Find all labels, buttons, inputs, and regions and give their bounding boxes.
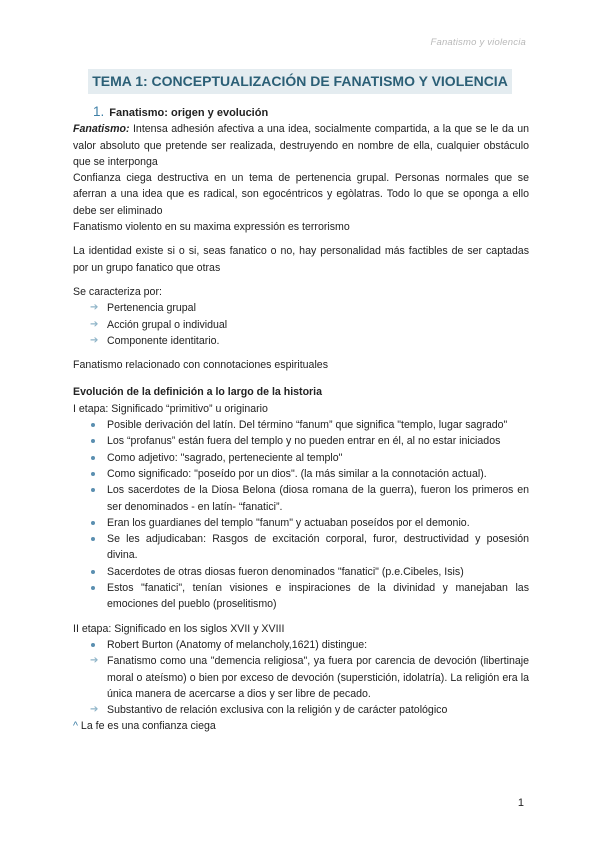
stage2-label: II etapa: Significado en los siglos XVII y XVIII xyxy=(73,622,285,635)
section-number: 1. xyxy=(93,104,105,119)
footnote xyxy=(73,718,529,734)
bullet-icon xyxy=(91,521,95,525)
bullet-icon xyxy=(91,586,95,590)
bullet-icon xyxy=(91,488,95,492)
violent-paragraph: Fanatismo violento en su maxima expressión es terrorismo xyxy=(73,221,350,234)
arrow-icon: ➔ xyxy=(90,302,99,314)
arrow-icon: ➔ xyxy=(90,318,99,330)
identity-paragraph: La identidad existe si o si, seas fanatico o no, hay personalidad más factibles de ser captadas por un grupo fanatico que otras xyxy=(73,245,529,274)
footnote-mark: ^ xyxy=(73,720,78,733)
bullet-icon xyxy=(91,537,95,541)
list-item: Como significado: "poseído por un dios". (la más similar a la connotación actual). xyxy=(73,466,529,482)
list-item: Sacerdotes de otras diosas fueron denominados "fanatici" (p.e.Cibeles, Isis) xyxy=(73,564,529,580)
page-title: TEMA 1: CONCEPTUALIZACIÓN DE FANATISMO Y VIOLENCIA xyxy=(92,73,508,89)
trust-paragraph: Confianza ciega destructiva en un tema de pertenencia grupal. Personas normales que se aferran a una idea que es radical, son egocéntricos y egòlatras. Todo lo que se oponga a ello debe ser eliminado xyxy=(73,172,529,217)
list-item: ➔ Substantivo de relación exclusiva con la religión y de carácter patológico xyxy=(73,702,529,718)
list-item: ➔ Componente identitario. xyxy=(73,333,529,349)
section-heading xyxy=(93,104,529,121)
list-item: ➔ Acción grupal o individual xyxy=(73,317,529,333)
body-content xyxy=(73,104,529,735)
footnote-text: La fe es una confianza ciega xyxy=(77,720,216,733)
bullet-icon xyxy=(91,570,95,574)
section-title: Fanatismo: origen y evolución xyxy=(109,107,269,119)
arrow-icon: ➔ xyxy=(90,704,99,716)
list-item: Los “profanus” están fuera del templo y no pueden entrar en él, al no estar iniciados xyxy=(73,433,529,449)
stage1-list xyxy=(73,417,529,613)
running-header: Fanatismo y violencia xyxy=(430,37,526,48)
bullet-icon xyxy=(91,423,95,427)
characterized-list xyxy=(73,300,529,349)
stage2-list xyxy=(73,637,529,718)
list-item: ➔ Pertenencia grupal xyxy=(73,300,529,316)
definition-text: Intensa adhesión afectiva a una idea, socialmente compartida, a la que se le da un valor absoluto que pretende ser realizada, destruyendo en nombre de ella, cualquier obstáculo que se interponga xyxy=(73,123,529,168)
characterized-intro: Se caracteriza por: xyxy=(73,285,162,298)
list-item: Se les adjudicaban: Rasgos de excitación corporal, furor, destructividad y posesión divina. xyxy=(73,531,529,564)
definition-paragraph xyxy=(73,121,529,170)
page-number: 1 xyxy=(517,797,524,809)
spiritual-paragraph: Fanatismo relacionado con connotaciones espirituales xyxy=(73,359,328,372)
bullet-icon xyxy=(91,472,95,476)
list-item: Los sacerdotes de la Diosa Belona (diosa romana de la guerra), fueron los primeros en ser denominados - en latín- “fanatici”. xyxy=(73,482,529,515)
arrow-icon: ➔ xyxy=(90,334,99,346)
bullet-icon xyxy=(91,643,95,647)
list-item: Posible derivación del latín. Del término “fanum” que significa "templo, lugar sagrado" xyxy=(73,417,529,433)
list-item: ➔ Fanatismo como una "demencia religiosa", ya fuera por carencia de devoción (libertinaje moral o ateísmo) o bien por exceso de devoción (superstición, idolatría). La religión era la única manera de acercarse a dios y ser libre de pecado. xyxy=(90,655,529,700)
list-item: Estos "fanatici", tenían visiones e inspiraciones de la divinidad y manejaban las emociones del pueblo (proselitismo) xyxy=(73,580,529,613)
stage1-label: I etapa: Significado “primitivo” u originario xyxy=(73,402,268,415)
list-item: Como adjetivo: "sagrado, perteneciente al templo" xyxy=(73,450,529,466)
definition-term: Fanatismo: xyxy=(73,123,130,136)
arrow-icon: ➔ xyxy=(90,655,99,667)
list-item: Eran los guardianes del templo "fanum" y actuaban poseídos por el demonio. xyxy=(73,515,529,531)
bullet-icon xyxy=(91,439,95,443)
evolution-heading: Evolución de la definición a lo largo de la historia xyxy=(73,386,322,399)
bullet-icon xyxy=(91,456,95,460)
list-item: Robert Burton (Anatomy of melancholy,1621) distingue: xyxy=(73,637,529,653)
